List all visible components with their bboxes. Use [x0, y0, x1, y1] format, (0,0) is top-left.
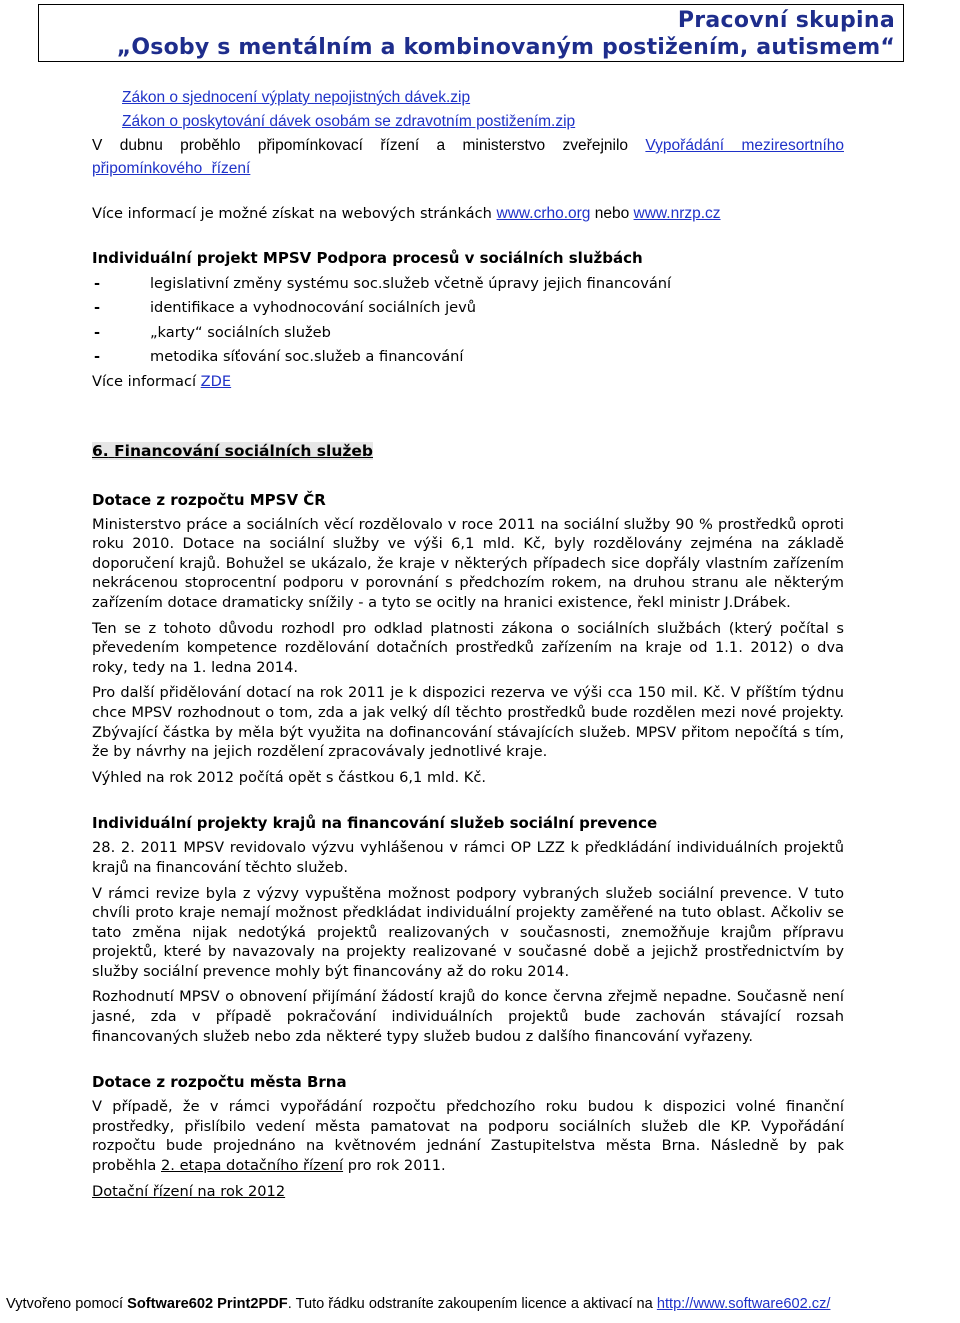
- list-item: - identifikace a vyhodnocování sociálních jevů: [92, 296, 844, 321]
- zip-link-sjednoceni[interactable]: Zákon o sjednocení výplaty nepojistných dávek.zip: [122, 89, 471, 106]
- software602-link[interactable]: http://www.software602.cz/: [656, 1296, 831, 1312]
- footer-brand: Software602 Print2PDF: [127, 1296, 288, 1312]
- prevence-p2: V rámci revize byla z výzvy vypuštěna možnost podpory vybraných služeb sociální prevence. V tuto chvíli proto kraje nemají možnost předkládat individuální projekty zaměřené na tuto oblast. Ačkoliv se tato změna nijak nedotýká projektů realizovaných v současnosti, znemožňuje krajům přípravu projektů, které by navazovaly na projekty realizované v současné době a jejichž prostřednictvím by služby sociální prevence mohly být financovány až do roku 2014.: [92, 884, 844, 980]
- pdf-footer: [6, 1296, 956, 1312]
- project-more: [92, 370, 844, 394]
- zip-link-poskytovani[interactable]: Zákon o poskytování dávek osobám se zdravotním postižením.zip: [122, 113, 576, 130]
- dotace-mpsv-p4: Výhled na rok 2012 počítá opět s částkou 6,1 mld. Kč.: [92, 768, 487, 786]
- project-list: [92, 272, 844, 370]
- page-header: [38, 4, 904, 62]
- vice-info-text: Více informací je možné získat na webových stránkách: [92, 205, 497, 222]
- dubnu-text: V dubnu proběhlo připomínkovací řízení a ministerstvo zveřejnilo: [92, 137, 646, 154]
- document-body: [92, 86, 844, 1201]
- dotacni-rizeni-2012-link[interactable]: Dotační řízení na rok 2012: [92, 1182, 286, 1200]
- list-item: - legislativní změny systému soc.služeb včetně úpravy jejich financování: [92, 272, 844, 297]
- brno-p1: [92, 1097, 844, 1175]
- dotace-mpsv-heading: Dotace z rozpočtu MPSV ČR: [92, 490, 326, 509]
- dotace-mpsv-p3: Pro další přidělování dotací na rok 2011 je k dispozici rezerva ve výši cca 150 mil. Kč. V příštím týdnu chce MPSV rozhodnout o tom, zda a jak velký díl těchto prostředků bude rozdělen mezi nové projekty. Zbývající částka by měla být využita na dofinancování stávajících služeb. MPSV přitom nepočítá s tím, že by návrhy na jejich rozdělení zpracovávaly jednotlivé kraje.: [92, 684, 844, 761]
- dubnu-paragraph: [92, 134, 844, 180]
- vyporadani-link[interactable]: Vypořádání meziresortního připomínkového řízení: [92, 137, 844, 177]
- brno-p1-text: V případě, že v rámci vypořádání rozpočtu předchozího roku budou k dispozici volné finanční prostředky, přislíbilo vedení města pamatovat na podporu sociálních služeb dle KP. Vypořádání rozpočtu bude projednáno na květnovém jednání Zastupitelstva města Brna. Následně by pak proběhla: [92, 1098, 844, 1175]
- section-number: 6.: [92, 441, 109, 460]
- prevence-heading: Individuální projekty krajů na financování služeb sociální prevence: [92, 814, 658, 833]
- zip-links: [92, 86, 844, 134]
- footer-text: Vytvořeno pomocí: [6, 1296, 128, 1312]
- list-item: - metodika síťování soc.služeb a financování: [92, 345, 844, 370]
- header-title: Pracovní skupina: [677, 8, 895, 33]
- nebo-text: nebo: [590, 205, 634, 222]
- section-title: Financování sociálních služeb: [114, 441, 373, 460]
- crho-link[interactable]: www.crho.org: [496, 205, 591, 222]
- brno-p1-end: pro rok 2011.: [343, 1157, 446, 1175]
- project-heading: Individuální projekt MPSV Podpora procesů v sociálních službách: [92, 248, 643, 267]
- list-item: - „karty“ sociálních služeb: [92, 321, 844, 346]
- brno-heading: Dotace z rozpočtu města Brna: [92, 1073, 347, 1092]
- header-subtitle: „Osoby s mentálním a kombinovaným postižením, autismem“: [116, 35, 895, 60]
- dotacni-rizeni-2012: [92, 1182, 844, 1202]
- dotace-mpsv-p2: Ten se z tohoto důvodu rozhodl pro odklad platnosti zákona o sociálních službách (který počítal s převedením kompetence rozdělování dotačních prostředků zařízením na kraje od 1.1. 2012) o dva roky, tedy na 1. ledna 2014.: [92, 619, 844, 676]
- vice-info-paragraph: [92, 204, 844, 224]
- section-6-heading: [92, 442, 844, 460]
- nrzp-link[interactable]: www.nrzp.cz: [633, 205, 721, 222]
- prevence-p1: 28. 2. 2011 MPSV revidovalo výzvu vyhlášenou v rámci OP LZZ k předkládání individuálních projektů krajů na financování těchto služeb.: [92, 839, 844, 876]
- footer-text2: . Tuto řádku odstraníte zakoupením licence a aktivací na: [287, 1296, 657, 1312]
- prevence-p3: Rozhodnutí MPSV o obnovení přijímání žádostí krajů do konce června zřejmě nepadne. Současně není jasné, zda v případě pokračování individuálních projektů bude zachován stávající rozsah financovaných služeb nebo zda některé typy služeb budou z dalšího financování vyřazeny.: [92, 988, 844, 1045]
- etapa-link[interactable]: 2. etapa dotačního řízení: [161, 1157, 344, 1175]
- zde-link[interactable]: ZDE: [200, 372, 232, 390]
- dotace-mpsv-p1: Ministerstvo práce a sociálních věcí rozdělovalo v roce 2011 na sociální služby 90 % prostředků oproti roku 2010. Dotace na sociální služby ve výši 6,1 mld. Kč, byly rozdělovány zejména na základě doporučení krajů. Bohužel se ukázalo, že kraje v některých případech sice dopřály vlastním zařízením nekrácenou stoprocentní podporu v porovnání s předchozím rokem, na druhou stranu ale některým zařízením dotace dramaticky snížily - a tyto se ocitly na hranici existence, řekl ministr J.Drábek.: [92, 515, 844, 611]
- project-more-text: Více informací: [92, 372, 201, 390]
